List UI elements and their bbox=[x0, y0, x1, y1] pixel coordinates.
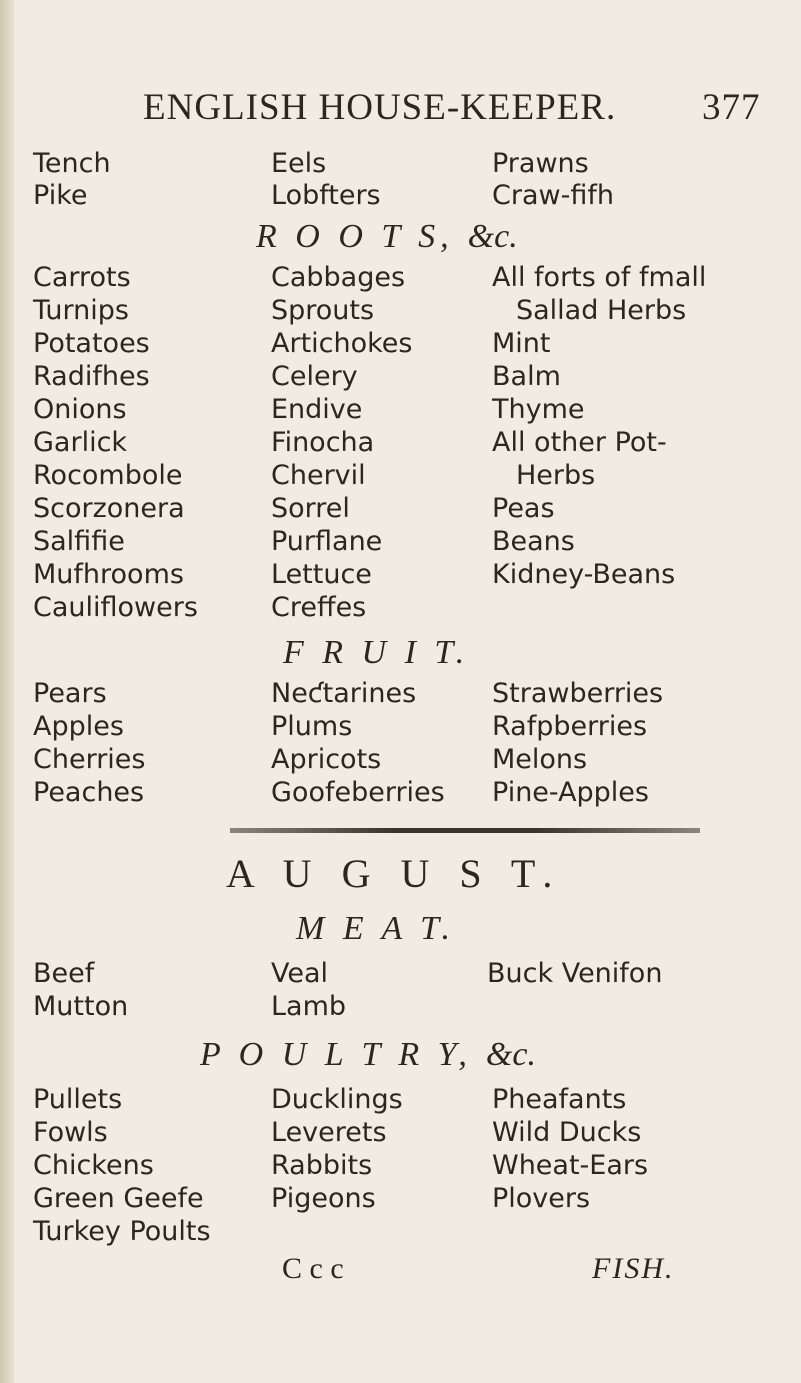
list-item: Cauliflowers bbox=[33, 592, 198, 623]
list-item: Artichokes bbox=[271, 328, 413, 359]
list-item: Celery bbox=[271, 361, 358, 392]
list-item: Buck Venifon bbox=[487, 958, 663, 989]
list-item: Wild Ducks bbox=[492, 1117, 642, 1148]
list-item: Radifhes bbox=[33, 361, 150, 392]
list-item: Onions bbox=[33, 394, 127, 425]
list-item: Strawberries bbox=[492, 678, 664, 709]
running-title: ENGLISH HOUSE-KEEPER. bbox=[143, 87, 617, 128]
list-item: Lamb bbox=[271, 991, 347, 1022]
heading-etc: &c. bbox=[467, 218, 518, 255]
page-number: 377 bbox=[702, 87, 761, 128]
list-item: Balm bbox=[492, 361, 561, 392]
list-item: Turkey Poults bbox=[33, 1216, 211, 1247]
list-item: All other Pot- bbox=[492, 427, 667, 458]
page-gutter bbox=[0, 0, 14, 1383]
list-item: Ducklings bbox=[271, 1084, 403, 1115]
list-item: Eels bbox=[271, 148, 327, 179]
list-item: Finocha bbox=[271, 427, 375, 458]
list-item: Rabbits bbox=[271, 1150, 373, 1181]
list-item: Rocombole bbox=[33, 460, 183, 491]
list-item: Mutton bbox=[33, 991, 129, 1022]
list-item: Pullets bbox=[33, 1084, 123, 1115]
list-item: Salfifie bbox=[33, 526, 125, 557]
list-item: Veal bbox=[271, 958, 329, 989]
list-item: Fowls bbox=[33, 1117, 108, 1148]
catchword: FISH. bbox=[592, 1252, 675, 1285]
list-item: Green Geefe bbox=[33, 1183, 204, 1214]
heading-text: R O O T S, bbox=[256, 218, 454, 255]
list-item: Leverets bbox=[271, 1117, 387, 1148]
list-item: Pears bbox=[33, 678, 107, 709]
list-item: Mufhrooms bbox=[33, 559, 184, 590]
list-item: Pike bbox=[33, 180, 88, 211]
list-item: Sprouts bbox=[271, 295, 375, 326]
list-item: Purflane bbox=[271, 526, 383, 557]
list-item: Plums bbox=[271, 711, 353, 742]
list-item: Thyme bbox=[492, 394, 585, 425]
list-item: Kidney-Beans bbox=[492, 559, 676, 590]
list-item: Herbs bbox=[516, 460, 596, 491]
heading-text: M E A T. bbox=[296, 910, 456, 947]
list-item: Plovers bbox=[492, 1183, 591, 1214]
list-item: Mint bbox=[492, 328, 551, 359]
list-item: Peas bbox=[492, 493, 555, 524]
list-item: Pine-Apples bbox=[492, 777, 649, 808]
list-item: Sorrel bbox=[271, 493, 350, 524]
list-item: Carrots bbox=[33, 262, 131, 293]
list-item: Beef bbox=[33, 958, 95, 989]
list-item: Wheat-Ears bbox=[492, 1150, 649, 1181]
section-heading-meat bbox=[296, 910, 455, 948]
section-heading-poultry bbox=[200, 1036, 536, 1074]
list-item: Peaches bbox=[33, 777, 145, 808]
heading-text: P O U L T R Y, bbox=[200, 1036, 472, 1073]
list-item: Beans bbox=[492, 526, 575, 557]
list-item: Goofeberries bbox=[271, 777, 445, 808]
list-item: Lettuce bbox=[271, 559, 372, 590]
list-item: Melons bbox=[492, 744, 588, 775]
list-item: Cherries bbox=[33, 744, 146, 775]
list-item: Creffes bbox=[271, 592, 367, 623]
list-item: All forts of fmall bbox=[492, 262, 707, 293]
heading-text: F R U I T. bbox=[283, 634, 470, 671]
list-item: Lobfters bbox=[271, 180, 381, 211]
list-item: Cabbages bbox=[271, 262, 406, 293]
list-item: Pheafants bbox=[492, 1084, 627, 1115]
list-item: Garlick bbox=[33, 427, 128, 458]
list-item: Sallad Herbs bbox=[516, 295, 687, 326]
list-item: Prawns bbox=[492, 148, 589, 179]
list-item: Apricots bbox=[271, 744, 382, 775]
list-item: Craw-fifh bbox=[492, 180, 614, 211]
list-item: Endive bbox=[271, 394, 363, 425]
signature-mark: C c c bbox=[282, 1252, 344, 1285]
list-item: Chervil bbox=[271, 460, 366, 491]
list-item: Tench bbox=[33, 148, 111, 179]
list-item: Chickens bbox=[33, 1150, 154, 1181]
list-item: Neƈtarines bbox=[271, 678, 417, 709]
heading-etc: &c. bbox=[485, 1036, 536, 1073]
section-divider bbox=[230, 828, 700, 833]
section-heading-roots bbox=[256, 218, 518, 256]
list-item: Turnips bbox=[33, 295, 129, 326]
list-item: Pigeons bbox=[271, 1183, 376, 1214]
month-title: A U G U S T. bbox=[226, 851, 563, 896]
list-item: Apples bbox=[33, 711, 124, 742]
section-heading-fruit bbox=[283, 634, 469, 672]
list-item: Rafpberries bbox=[492, 711, 648, 742]
page-header bbox=[0, 86, 801, 136]
list-item: Scorzonera bbox=[33, 493, 185, 524]
list-item: Potatoes bbox=[33, 328, 150, 359]
